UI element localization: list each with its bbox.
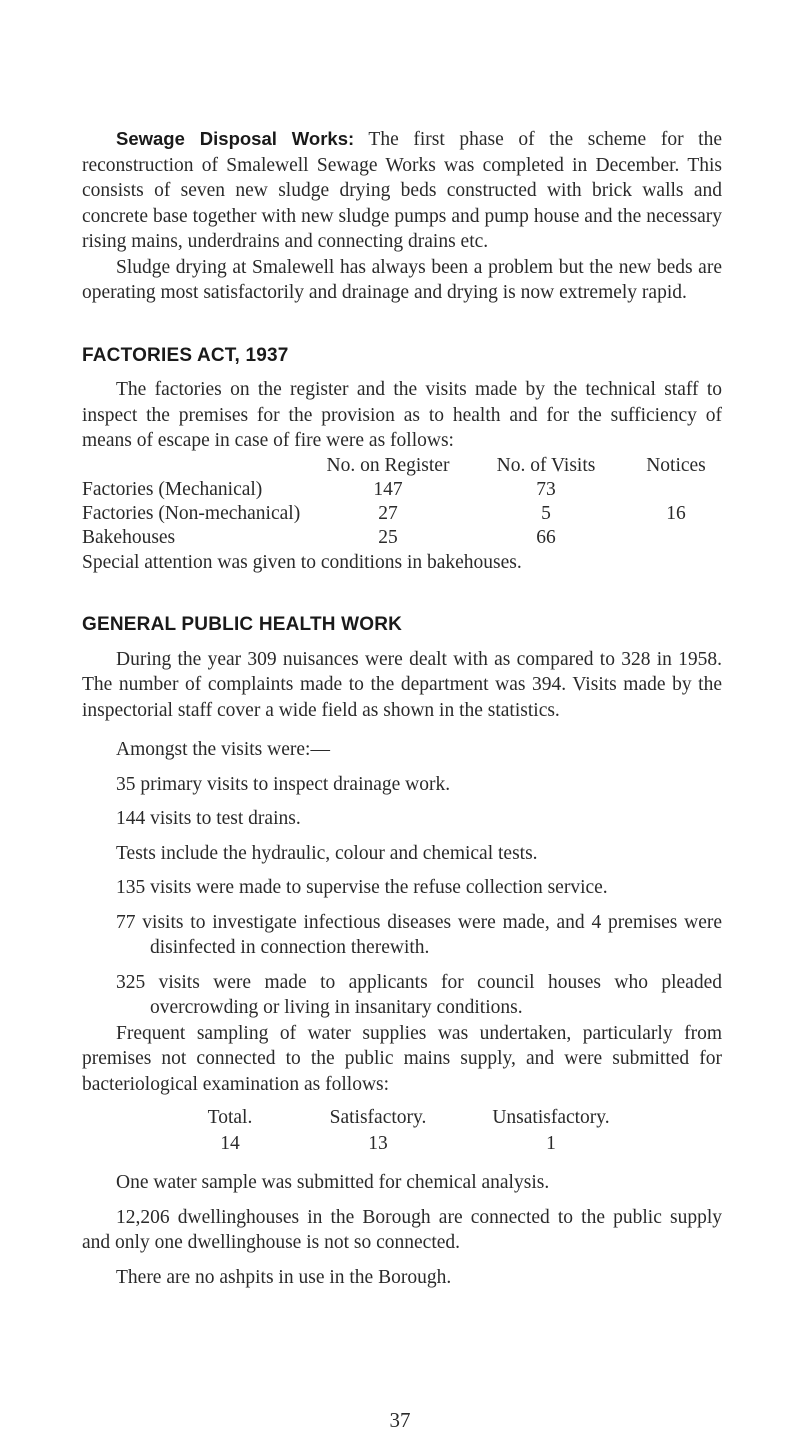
list-item: 135 visits were made to supervise the refuse collection service. bbox=[116, 877, 608, 898]
sewage-paragraph-text: The first phase of the scheme for the reconstruction of Smalewell Sewage Works was completed in December. This consists of seven new sludge drying beds constructed with brick walls and concrete base together with new sludge pumps and pump house and the necessary rising mains, underdrains and connecting drains etc. bbox=[82, 129, 723, 252]
water-col-satisfactory: Satisfactory. bbox=[329, 1107, 427, 1128]
water-col-unsatisfactory: Unsatisfactory. bbox=[492, 1107, 610, 1128]
sludge-paragraph: Sludge drying at Smalewell has always been a problem but the new beds are operating most satisfactorily and drainage and drying is now extremely rapid. bbox=[82, 256, 722, 303]
row-label: Factories (Mechanical) bbox=[82, 478, 263, 500]
list-item: 144 visits to test drains. bbox=[116, 808, 301, 829]
list-item: 77 visits to investigate infectious diseases were made, and 4 premises were disinfected in connection therewith. bbox=[116, 911, 722, 958]
factories-col-label bbox=[82, 454, 314, 478]
factories-table-header bbox=[82, 454, 722, 478]
water-satisfactory-value: 13 bbox=[368, 1133, 388, 1154]
table-row bbox=[82, 502, 722, 526]
factories-heading: FACTORIES ACT, 1937 bbox=[82, 344, 289, 366]
visits-count: 66 bbox=[536, 526, 556, 548]
water-unsatisfactory-value: 1 bbox=[546, 1133, 556, 1154]
amongst-visits-intro: Amongst the visits were:— bbox=[116, 739, 330, 760]
list-item: 35 primary visits to inspect drainage work. bbox=[116, 773, 451, 795]
water-table-header bbox=[180, 1106, 626, 1132]
factories-table bbox=[82, 454, 722, 550]
notices-count: 16 bbox=[666, 502, 686, 524]
document-page bbox=[82, 126, 722, 1290]
chemical-analysis-paragraph: One water sample was submitted for chemical analysis. bbox=[116, 1172, 550, 1193]
water-samples-table bbox=[180, 1106, 626, 1156]
general-heading: GENERAL PUBLIC HEALTH WORK bbox=[82, 614, 403, 635]
sewage-lead-heading: Sewage Disposal Works: bbox=[116, 128, 355, 149]
register-count: 25 bbox=[378, 526, 398, 548]
table-row bbox=[180, 1132, 626, 1156]
factories-col-notices: Notices bbox=[646, 454, 706, 476]
row-label: Factories (Non-mechanical) bbox=[82, 502, 301, 524]
factories-intro: The factories on the register and the visits made by the technical staff to inspect the premises for the provision as to health and for the sufficiency of means of escape in case of fire were as follows: bbox=[82, 379, 722, 451]
page-number: 37 bbox=[389, 1408, 411, 1432]
factories-col-visits: No. of Visits bbox=[496, 454, 596, 476]
list-item: Tests include the hydraulic, colour and chemical tests. bbox=[116, 842, 538, 864]
nuisances-paragraph: During the year 309 nuisances were dealt with as compared to 328 in 1958. The number of complaints made to the department was 394. Visits made by the inspectorial staff cover a wide field as shown in the statistics. bbox=[82, 648, 722, 721]
visits-count: 73 bbox=[536, 478, 556, 500]
factories-col-register: No. on Register bbox=[326, 454, 450, 476]
table-row bbox=[82, 478, 722, 502]
water-sampling-paragraph: Frequent sampling of water supplies was undertaken, particularly from premises not connected to the public mains supply, and were submitted for bacteriological examination as follows: bbox=[82, 1022, 722, 1095]
visits-count: 5 bbox=[541, 502, 551, 524]
register-count: 147 bbox=[373, 478, 403, 500]
sewage-paragraph bbox=[82, 126, 722, 255]
ashpits-paragraph: There are no ashpits in use in the Borough. bbox=[116, 1266, 452, 1288]
table-row bbox=[82, 526, 722, 550]
notices-count bbox=[630, 526, 722, 550]
dwellinghouses-paragraph: 12,206 dwellinghouses in the Borough are connected to the public supply and only one dwellinghouse is not so connected. bbox=[82, 1206, 722, 1253]
notices-count bbox=[630, 478, 722, 502]
list-item: 325 visits were made to applicants for council houses who pleaded overcrowding or living in insanitary conditions. bbox=[116, 971, 722, 1018]
row-label: Bakehouses bbox=[82, 526, 176, 548]
register-count: 27 bbox=[378, 502, 398, 524]
water-col-total: Total. bbox=[207, 1107, 253, 1128]
water-total-value: 14 bbox=[220, 1133, 240, 1154]
bakehouses-note: Special attention was given to conditions in bakehouses. bbox=[82, 551, 522, 573]
